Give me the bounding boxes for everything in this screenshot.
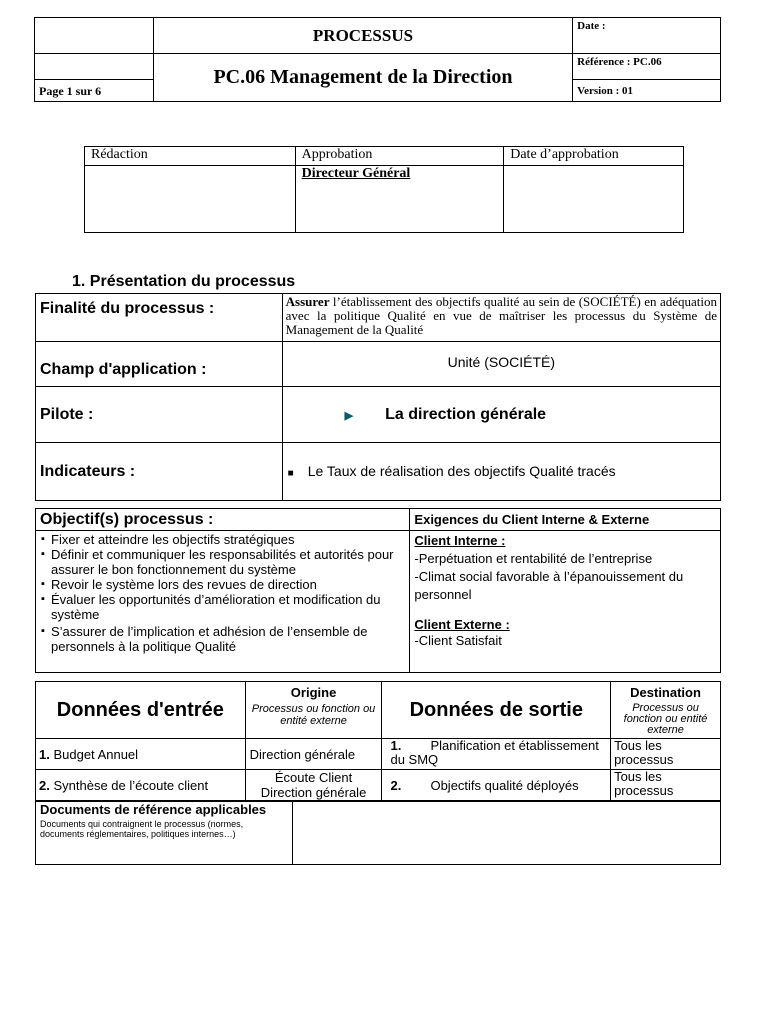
section-title: 1. Présentation du processus xyxy=(72,273,296,290)
approver-name: Directeur Général xyxy=(301,166,411,181)
output-number: 1. xyxy=(390,738,402,753)
destination-header xyxy=(611,682,721,739)
objectives-title: Objectif(s) processus : xyxy=(36,509,410,531)
indicateurs-label: Indicateurs : xyxy=(36,443,283,501)
objectives-list xyxy=(39,532,407,654)
inputs-title: Données d'entrée xyxy=(36,682,246,739)
input-text: Synthèse de l’écoute client xyxy=(53,778,209,793)
origin-subtitle: Processus ou fonction ou entité externe xyxy=(251,703,376,727)
finalite-lead: Assurer xyxy=(285,294,330,309)
indicateurs-value-cell xyxy=(282,443,720,501)
date-cell xyxy=(504,166,684,233)
redaction-cell xyxy=(85,166,296,233)
input-text: Budget Annuel xyxy=(53,746,139,762)
io-table xyxy=(35,681,721,802)
date-field: Date : xyxy=(573,18,721,54)
output-number: 2. xyxy=(390,778,402,793)
page-number: Page 1 sur 6 xyxy=(35,80,154,102)
presentation-table xyxy=(35,293,721,501)
reference-docs-subtitle: Documents qui contraignent le processus (normes, documents réglementaires, politiques internes…) xyxy=(40,819,244,839)
objective-item: ▪ Revoir le système lors des revues de direction xyxy=(51,577,407,592)
header-blank-cell xyxy=(35,54,154,80)
client-interne-item: -Perpétuation et rentabilité de l’entreprise xyxy=(414,551,653,566)
origin-header xyxy=(245,682,382,739)
destination-value: Tous les processus xyxy=(611,739,721,770)
reference-docs-cell xyxy=(36,801,293,865)
col-approbation: Approbation xyxy=(295,147,504,166)
client-interne-label: Client Interne : xyxy=(414,533,506,548)
origin-value: Écoute Client Direction générale xyxy=(245,770,382,802)
finalite-text: l’établissement des objectifs qualité au sein de (SOCIÉTÉ) en adéquation avec la politique Qualité en vue de maîtriser les processus du Système de Management de la Qualité xyxy=(285,294,717,337)
objective-item: ▪ Fixer et atteindre les objectifs stratégiques xyxy=(51,532,407,547)
pilote-value-cell xyxy=(282,387,720,443)
pilote-value: La direction générale xyxy=(385,405,547,423)
destination-value: Tous les processus xyxy=(611,770,721,802)
champ-value: Unité (SOCIÉTÉ) xyxy=(282,342,720,387)
reference-docs-value xyxy=(292,801,720,865)
input-number: 2. xyxy=(39,778,50,793)
indicateurs-value: Le Taux de réalisation des objectifs Qualité tracés xyxy=(307,463,616,479)
process-title: PC.06 Management de la Direction xyxy=(153,54,572,102)
objectives-list-cell xyxy=(36,531,410,673)
document-header xyxy=(34,17,721,102)
client-interne-item: -Climat social favorable à l’épanouissement du personnel xyxy=(414,569,684,602)
input-number: 1. xyxy=(39,746,50,762)
outputs-title: Données de sortie xyxy=(382,682,611,739)
client-externe-label: Client Externe : xyxy=(414,617,510,632)
output-row-2 xyxy=(382,770,611,802)
finalite-value xyxy=(282,294,720,342)
objective-item: ▪ S’assurer de l’implication et adhésion de l’ensemble de personnels à la politique Qualité xyxy=(51,624,407,654)
output-row-1 xyxy=(382,739,611,770)
header-blank-cell xyxy=(35,18,154,54)
square-bullet-icon: ■ xyxy=(287,468,294,479)
output-text: Planification et établissement du SMQ xyxy=(390,738,599,767)
reference-docs-table xyxy=(35,800,721,865)
objective-item: ▪ Définir et communiquer les responsabilités et autorités pour assurer le bon fonctionnement du système xyxy=(51,547,407,577)
origin-title: Origine xyxy=(290,685,337,700)
reference-docs-title: Documents de référence applicables xyxy=(40,802,267,817)
version-field: Version : 01 xyxy=(573,80,721,102)
champ-label: Champ d'application : xyxy=(36,342,283,387)
approbation-cell xyxy=(295,166,504,233)
destination-title: Destination xyxy=(630,685,701,700)
input-row-2 xyxy=(36,770,246,802)
objective-item: ▪ Évaluer les opportunités d’amélioration et modification du système xyxy=(51,592,407,622)
requirements-title: Exigences du Client Interne & Externe xyxy=(410,509,721,531)
requirements-cell xyxy=(410,531,721,673)
arrow-bullet-icon: ▶ xyxy=(344,409,354,422)
pilote-label: Pilote : xyxy=(36,387,283,443)
col-date-approbation: Date d’approbation xyxy=(504,147,684,166)
output-text: Objectifs qualité déployés xyxy=(430,778,579,793)
process-type-title: PROCESSUS xyxy=(153,18,572,54)
origin-value: Direction générale xyxy=(245,739,382,770)
destination-subtitle: Processus ou fonction ou entité externe xyxy=(623,702,708,736)
approval-table xyxy=(84,146,684,233)
finalite-label: Finalité du processus : xyxy=(36,294,283,342)
input-row-1 xyxy=(36,739,246,770)
objectives-table xyxy=(35,508,721,673)
reference-field: Référence : PC.06 xyxy=(573,54,721,80)
col-redaction: Rédaction xyxy=(85,147,296,166)
client-externe-item: -Client Satisfait xyxy=(414,633,502,648)
